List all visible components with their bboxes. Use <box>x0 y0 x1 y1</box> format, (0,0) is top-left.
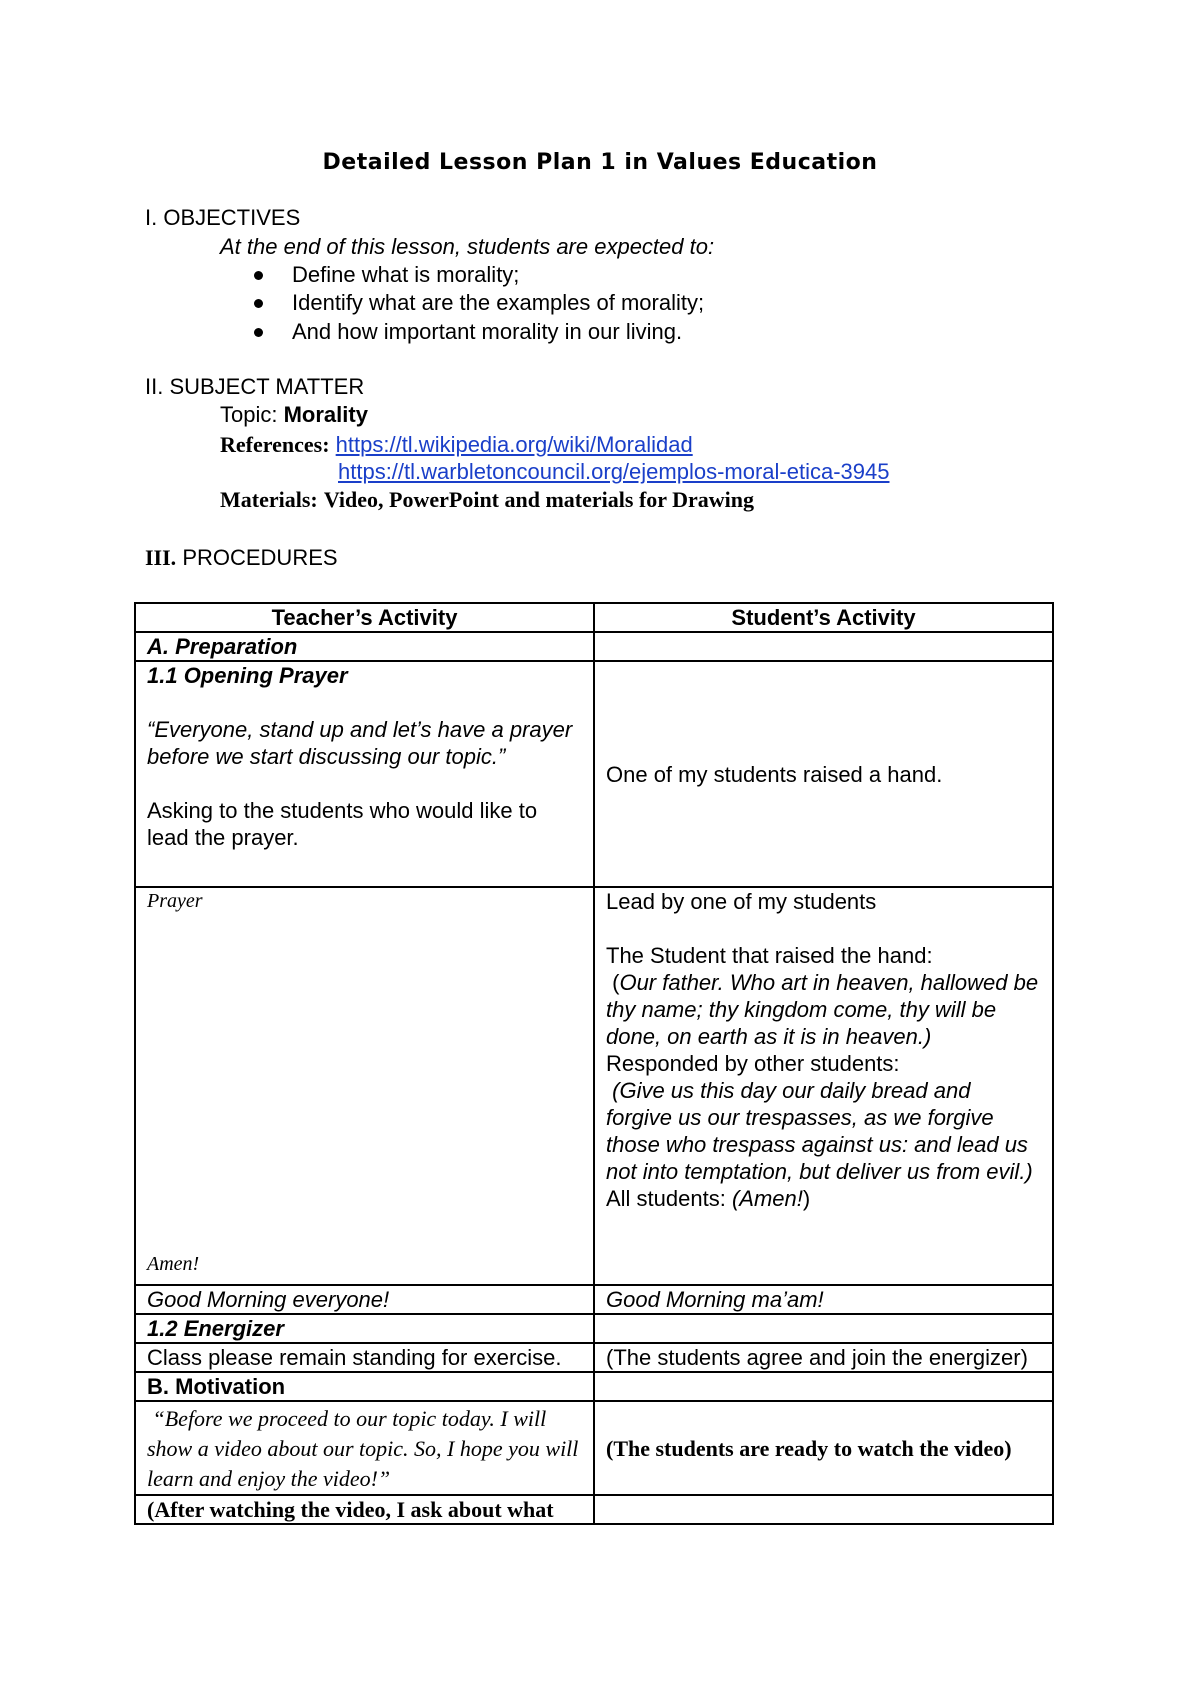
topic-value: Morality <box>283 402 368 427</box>
table-row <box>135 1495 1053 1524</box>
student-activity-header: Student’s Activity <box>594 603 1053 632</box>
materials-field <box>220 487 754 513</box>
prayer-all-students: All students: (Amen!) <box>606 1186 811 1211</box>
document-title: Detailed Lesson Plan 1 in Values Education <box>322 150 878 175</box>
references-label: References: <box>220 432 330 457</box>
procedures-table <box>134 602 1054 1525</box>
objectives-intro: At the end of this lesson, students are expected to: <box>220 234 715 259</box>
procedures-heading: III. PROCEDURES <box>145 545 338 570</box>
table-row <box>135 632 1053 661</box>
table-row <box>135 1372 1053 1401</box>
amen-label: Amen! <box>147 1253 200 1275</box>
materials-value: Video, PowerPoint and materials for Drawing <box>323 487 755 512</box>
after-video-teacher: (After watching the video, I ask about what <box>135 1495 594 1524</box>
teacher-activity-header: Teacher’s Activity <box>135 603 594 632</box>
empty-cell <box>594 1372 1053 1401</box>
table-row <box>135 1343 1053 1372</box>
opening-prayer-cell <box>135 661 594 887</box>
objectives-heading: I. OBJECTIVES <box>145 205 301 230</box>
prayer-text: (Our father. Who art in heaven, hallowed be thy name; thy kingdom come, thy will be done, on earth as it is in heaven.) <box>606 970 1039 1049</box>
references-field <box>220 432 693 458</box>
table-row <box>135 661 1053 887</box>
greeting-student: Good Morning ma’am! <box>594 1285 1053 1314</box>
topic-label: Topic: <box>220 402 278 427</box>
prayer-label: Prayer <box>147 890 203 912</box>
materials-label: Materials: <box>220 487 318 512</box>
prayer-raised: The Student that raised the hand: <box>606 943 933 968</box>
prayer-cell <box>135 887 594 1285</box>
opening-prayer-quote: “Everyone, stand up and let’s have a prayer before we start discussing our topic.” <box>147 717 573 769</box>
reference-link-warbleton[interactable]: https://tl.warbletoncouncil.org/ejemplos-moral-etica-3945 <box>338 459 890 484</box>
reference-line-2 <box>338 459 889 485</box>
empty-cell <box>594 1314 1053 1343</box>
table-row <box>135 887 1053 1285</box>
prayer-lead: Lead by one of my students <box>606 889 877 914</box>
motivation-heading: B. Motivation <box>135 1372 594 1401</box>
opening-prayer-note: Asking to the students who would like to lead the prayer. <box>147 798 538 850</box>
empty-cell <box>594 1495 1053 1524</box>
opening-prayer-student: One of my students raised a hand. <box>594 661 1053 887</box>
prayer-response-text: (Give us this day our daily bread and forgive us our trespasses, as we forgive those who trespass against us: and lead us not into temptation, but deliver us from evil.) <box>606 1078 1033 1184</box>
table-row <box>135 1285 1053 1314</box>
bullet-icon <box>254 299 263 308</box>
bullet-icon <box>254 271 263 280</box>
prayer-student-cell <box>594 887 1053 1285</box>
energizer-heading: 1.2 Energizer <box>135 1314 594 1343</box>
empty-cell <box>594 632 1053 661</box>
opening-prayer-heading: 1.1 Opening Prayer <box>147 663 348 688</box>
energizer-teacher: Class please remain standing for exercise. <box>135 1343 594 1372</box>
bullet-icon <box>254 328 263 337</box>
reference-link-wikipedia[interactable]: https://tl.wikipedia.org/wiki/Moralidad <box>335 432 693 457</box>
energizer-student: (The students agree and join the energizer) <box>594 1343 1053 1372</box>
table-row <box>135 1401 1053 1495</box>
motivation-teacher: “Before we proceed to our topic today. I will show a video about our topic. So, I hope you will learn and enjoy the video!” <box>135 1401 594 1495</box>
motivation-student: (The students are ready to watch the video) <box>594 1401 1053 1495</box>
greeting-teacher: Good Morning everyone! <box>135 1285 594 1314</box>
topic-field <box>220 402 368 428</box>
preparation-heading: A. Preparation <box>135 632 594 661</box>
table-header-row <box>135 603 1053 632</box>
subject-matter-heading: II. SUBJECT MATTER <box>145 374 365 399</box>
table-row <box>135 1314 1053 1343</box>
prayer-responded: Responded by other students: <box>606 1051 900 1076</box>
